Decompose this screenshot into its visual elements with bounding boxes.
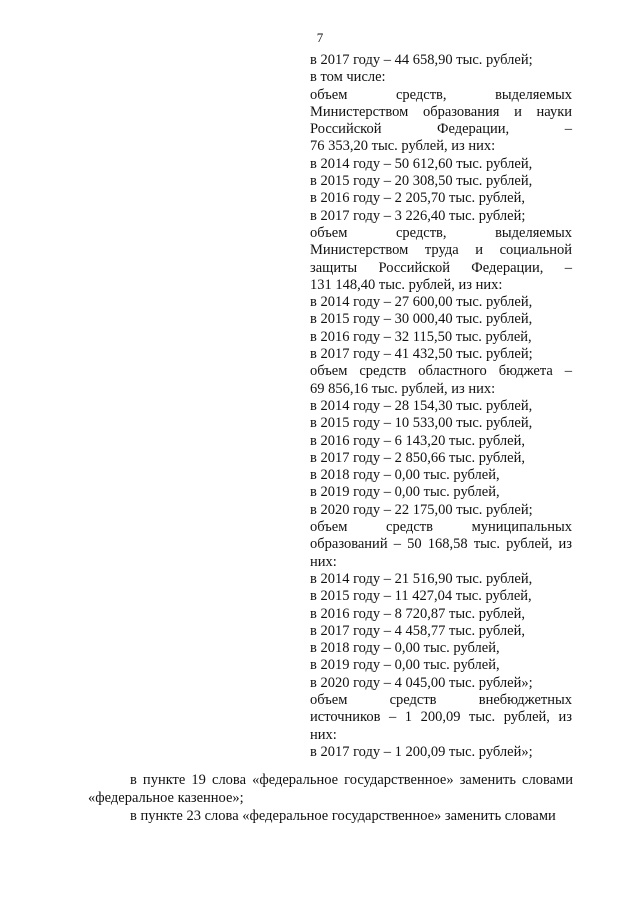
column-line: образований – 50 168,58 тыс. рублей, из [310, 536, 572, 553]
column-line: 69 856,16 тыс. рублей, из них: [310, 380, 496, 397]
column-line: в том числе: [310, 69, 386, 86]
column-line: в 2014 году – 50 612,60 тыс. рублей, [310, 155, 533, 172]
column-line: них: [310, 553, 337, 570]
column-line: в 2017 году – 41 432,50 тыс. рублей; [310, 346, 533, 363]
column-line: 76 353,20 тыс. рублей, из них: [310, 138, 496, 155]
column-line: в 2017 году – 4 458,77 тыс. рублей, [310, 622, 525, 639]
column-line: в 2015 году – 10 533,00 тыс. рублей, [310, 415, 533, 432]
column-line: в 2020 году – 22 175,00 тыс. рублей; [310, 501, 533, 518]
column-line: в 2020 году – 4 045,00 тыс. рублей»; [310, 674, 533, 691]
column-line: в 2014 году – 28 154,30 тыс. рублей, [310, 397, 533, 414]
paragraph: в пункте 19 слова «федеральное государственное» заменить словами «федеральное казенное»; [88, 772, 573, 806]
column-line: объем средств, выделяемых [310, 224, 572, 241]
page-number: 7 [316, 30, 324, 45]
column-line: объем средств, выделяемых [310, 86, 572, 103]
column-line: в 2018 году – 0,00 тыс. рублей, [310, 467, 500, 484]
column-line: в 2015 году – 11 427,04 тыс. рублей, [310, 588, 532, 605]
column-line: в 2019 году – 0,00 тыс. рублей, [310, 657, 500, 674]
column-line: в 2015 году – 20 308,50 тыс. рублей, [310, 173, 533, 190]
column-line: в 2017 году – 1 200,09 тыс. рублей»; [310, 743, 533, 760]
column-line: 131 148,40 тыс. рублей, из них: [310, 276, 503, 293]
column-line: объем средств областного бюджета – [310, 363, 572, 380]
column-line: объем средств муниципальных [310, 519, 572, 536]
column-line: в 2014 году – 27 600,00 тыс. рублей, [310, 294, 533, 311]
column-line: в 2017 году – 2 850,66 тыс. рублей, [310, 449, 525, 466]
column-line: в 2016 году – 32 115,50 тыс. рублей, [310, 328, 532, 345]
column-line: в 2018 году – 0,00 тыс. рублей, [310, 640, 500, 657]
funding-column [310, 52, 572, 761]
column-line: них: [310, 726, 337, 743]
column-line: в 2016 году – 6 143,20 тыс. рублей, [310, 432, 525, 449]
column-line: Министерством труда и социальной [310, 242, 572, 259]
column-line: в 2016 году – 8 720,87 тыс. рублей, [310, 605, 525, 622]
paragraph: в пункте 23 слова «федеральное государственное» заменить словами [130, 808, 556, 824]
column-line: в 2016 году – 2 205,70 тыс. рублей, [310, 190, 525, 207]
column-line: в 2014 году – 21 516,90 тыс. рублей, [310, 570, 533, 587]
column-line: в 2019 году – 0,00 тыс. рублей, [310, 484, 500, 501]
body-text [88, 771, 573, 825]
column-line: в 2017 году – 3 226,40 тыс. рублей; [310, 207, 526, 224]
column-line: Министерством образования и науки [310, 103, 572, 120]
column-line: объем средств внебюджетных [310, 691, 572, 708]
column-line: в 2017 году – 44 658,90 тыс. рублей; [310, 52, 533, 68]
column-line: источников – 1 200,09 тыс. рублей, из [310, 709, 572, 726]
column-line: защиты Российской Федерации, – [310, 259, 572, 276]
column-line: в 2015 году – 30 000,40 тыс. рублей, [310, 311, 533, 328]
column-line: Российской Федерации, – [310, 121, 572, 138]
